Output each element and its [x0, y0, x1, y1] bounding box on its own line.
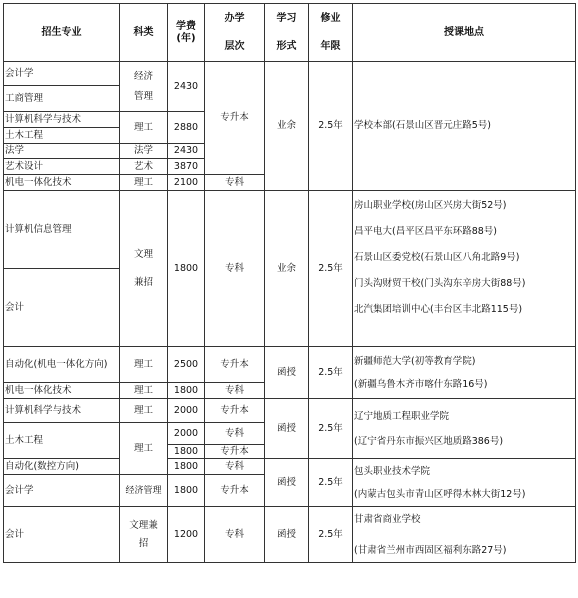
level-cell: 专升本 [205, 475, 265, 507]
category-cell: 理工 [120, 347, 168, 383]
major-cell: 会计学 [4, 475, 120, 507]
location-cell: 房山职业学校(房山区兴房大街52号) 昌平电大(昌平区昌平东环路88号) 石景山区委党校(石景山区八角北路9号) 门头沟财贸干校(门头沟东辛房大街88号) 北汽集团培训中心(丰台区丰北路115号) [353, 191, 576, 347]
study-form-cell: 函授 [265, 347, 309, 399]
tuition-cell: 1800 [168, 459, 205, 475]
major-cell: 会计 [4, 507, 120, 563]
study-form-cell: 函授 [265, 507, 309, 563]
level-cell: 专科 [205, 175, 265, 191]
table-row [4, 507, 576, 563]
level-cell: 专升本 [205, 445, 265, 459]
level-cell: 专科 [205, 507, 265, 563]
major-cell: 机电一体化技术 [4, 175, 120, 191]
category-cell: 理工 [120, 112, 168, 144]
tuition-cell: 1800 [168, 475, 205, 507]
category-cell: 理工 [120, 423, 168, 475]
table-row [4, 191, 576, 269]
major-cell: 计算机科学与技术 [4, 112, 120, 128]
tuition-cell: 1200 [168, 507, 205, 563]
tuition-cell: 2000 [168, 423, 205, 445]
level-cell: 专科 [205, 459, 265, 475]
study-form-cell: 业余 [265, 62, 309, 191]
header-major: 招生专业 [4, 4, 120, 62]
table-row [4, 347, 576, 383]
tuition-cell: 1800 [168, 383, 205, 399]
major-cell: 计算机科学与技术 [4, 399, 120, 423]
duration-cell: 2.5年 [309, 191, 353, 347]
level-cell: 专升本 [205, 62, 265, 175]
duration-cell: 2.5年 [309, 399, 353, 459]
study-form-cell: 函授 [265, 459, 309, 507]
location-cell: 甘肃省商业学校 (甘肃省兰州市西固区福利东路27号) [353, 507, 576, 563]
level-cell: 专科 [205, 383, 265, 399]
tuition-cell: 1800 [168, 445, 205, 459]
header-location: 授课地点 [353, 4, 576, 62]
category-cell: 理工 [120, 175, 168, 191]
major-cell: 会计学 [4, 62, 120, 86]
location-cell: 学校本部(石景山区晋元庄路5号) [353, 62, 576, 191]
category-cell: 文理兼 招 [120, 507, 168, 563]
header-duration: 修业 年限 [309, 4, 353, 62]
tuition-cell: 2880 [168, 112, 205, 144]
header-tuition: 学费 (年) [168, 4, 205, 62]
major-cell: 土木工程 [4, 128, 120, 144]
header-row [4, 4, 576, 62]
major-cell: 自动化(数控方向) [4, 459, 120, 475]
tuition-cell: 1800 [168, 191, 205, 347]
location-cell: 新疆师范大学(初等教育学院) (新疆乌鲁木齐市喀什东路16号) [353, 347, 576, 399]
major-cell: 会计 [4, 269, 120, 347]
category-cell: 理工 [120, 383, 168, 399]
study-form-cell: 业余 [265, 191, 309, 347]
duration-cell: 2.5年 [309, 347, 353, 399]
enrollment-table [3, 3, 576, 563]
level-cell: 专科 [205, 191, 265, 347]
study-form-cell: 函授 [265, 399, 309, 459]
location-cell: 辽宁地质工程职业学院 (辽宁省丹东市振兴区地质路386号) [353, 399, 576, 459]
tuition-cell: 2430 [168, 62, 205, 112]
header-category: 科类 [120, 4, 168, 62]
category-cell: 经济 管理 [120, 62, 168, 112]
header-level: 办学 层次 [205, 4, 265, 62]
table-row [4, 459, 576, 475]
tuition-cell: 2500 [168, 347, 205, 383]
duration-cell: 2.5年 [309, 62, 353, 191]
duration-cell: 2.5年 [309, 507, 353, 563]
duration-cell: 2.5年 [309, 459, 353, 507]
category-cell: 法学 [120, 144, 168, 159]
major-cell: 艺术设计 [4, 159, 120, 175]
category-cell: 理工 [120, 399, 168, 423]
major-cell: 计算机信息管理 [4, 191, 120, 269]
major-cell: 工商管理 [4, 86, 120, 112]
major-cell: 自动化(机电一体化方向) [4, 347, 120, 383]
level-cell: 专科 [205, 423, 265, 445]
major-cell: 法学 [4, 144, 120, 159]
category-cell: 艺术 [120, 159, 168, 175]
category-cell: 文理 兼招 [120, 191, 168, 347]
tuition-cell: 2000 [168, 399, 205, 423]
major-cell: 土木工程 [4, 423, 120, 459]
level-cell: 专升本 [205, 347, 265, 383]
enrollment-table-wrapper [3, 3, 576, 563]
category-cell: 经济管理 [120, 475, 168, 507]
tuition-cell: 2430 [168, 144, 205, 159]
tuition-cell: 3870 [168, 159, 205, 175]
location-cell: 包头职业技术学院 (内蒙古包头市青山区呼得木林大街12号) [353, 459, 576, 507]
tuition-cell: 2100 [168, 175, 205, 191]
table-row [4, 62, 576, 86]
table-row [4, 399, 576, 423]
major-cell: 机电一体化技术 [4, 383, 120, 399]
level-cell: 专升本 [205, 399, 265, 423]
header-study-form: 学习 形式 [265, 4, 309, 62]
